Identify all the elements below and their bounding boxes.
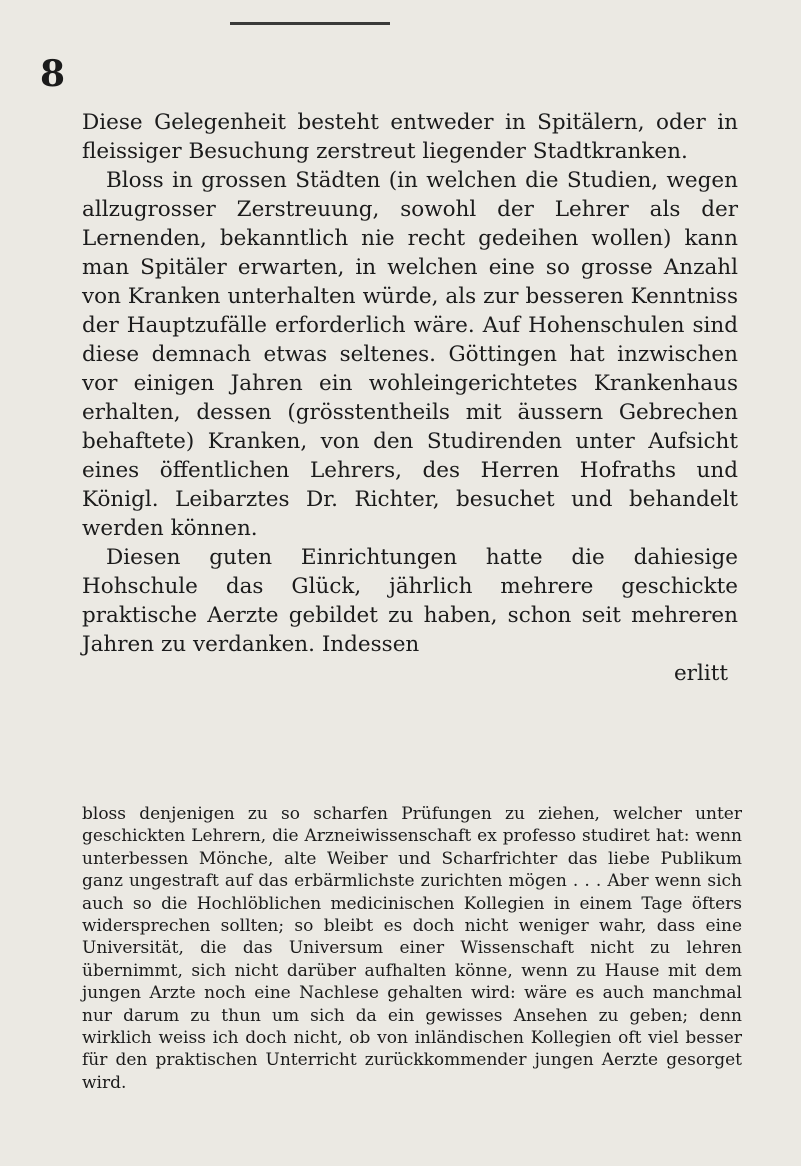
paragraph: Diesen guten Einrichtungen hatte die dahiesige Hohschule das Glück, jährlich mehrere geschickte praktische Aerzte gebildet zu haben, schon seit mehreren Jahren zu verdanken. Indessen [82,545,738,657]
header-rule [230,22,390,25]
catchword: erlitt [673,661,728,686]
paragraph: Bloss in grossen Städten (in welchen die Studien, wegen allzugrosser Zerstreuung, sowohl der Lehrer als der Lernenden, bekanntlich nie recht gedeihen wollen) kann man Spitäler erwarten, in welchen eine so grosse Anzahl von Kranken unterhalten würde, als zur besseren Kenntniss der Hauptzufälle erforderlich wäre. Auf Hohenschulen sind diese demnach etwas seltenes. Göttingen hat inzwischen vor einigen Jahren ein wohleingerichtetes Krankenhaus erhalten, dessen (grösstentheils mit äussern Gebrechen behaftete) Kranken, von den Studirenden unter Aufsicht eines öffentlichen Lehrers, des Herren Hofraths und Königl. Leibarztes Dr. Richter, besuchet und behandelt werden können. [82,168,738,541]
page-number: 8 [40,53,66,95]
paragraph: Diese Gelegenheit besteht entweder in Spitälern, oder in fleissiger Besuchung zerstreut liegender Stadtkranken. [82,110,738,164]
main-text [82,108,738,688]
footnote-text: bloss denjenigen zu so scharfen Prüfungen zu ziehen, welcher unter geschickten Lehrern, die Arzneiwissenschaft ex professo studiret hat: wenn unterbessen Mönche, alte Weiber und Scharfrichter das liebe Publikum ganz ungestraft auf das erbärmlichste zurichten mögen . . . Aber wenn sich auch so die Hochlöblichen medicinischen Kollegien in einem Tage öfters widersprechen sollten; so bleibt es doch nicht weniger wahr, dass eine Universität, die das Universum einer Wissenschaft nicht zu lehren übernimmt, sich nicht darüber aufhalten könne, wenn zu Hause mit dem jungen Arzte noch eine Nachlese gehalten wird: wäre es auch manchmal nur darum zu thun um sich da ein gewisses Ansehen zu geben; denn wirklich weiss ich doch nicht, ob von inländischen Kollegien oft viel besser für den praktischen Unterricht zurückkommender jungen Aerzte gesorget wird. [82,804,742,1093]
footnote [82,803,742,1094]
